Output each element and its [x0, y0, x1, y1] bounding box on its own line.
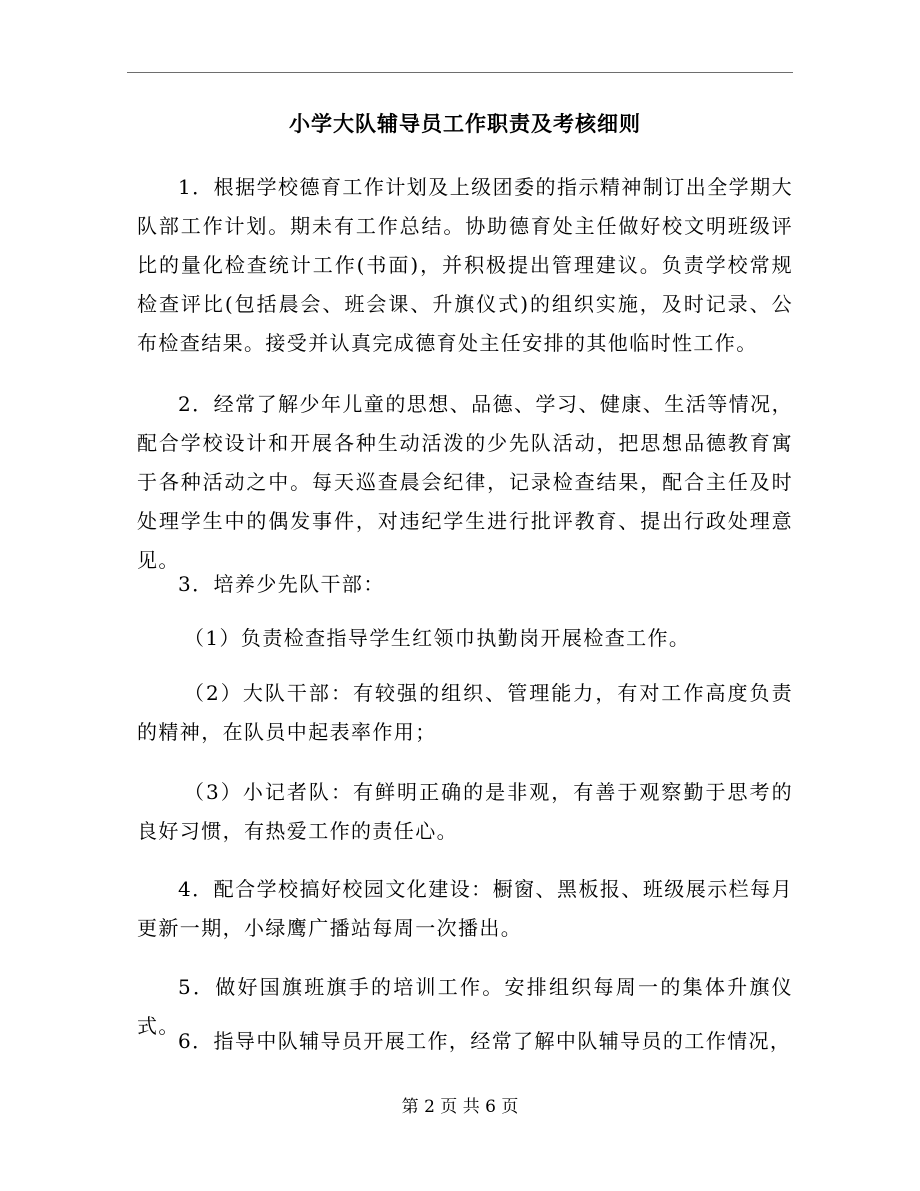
document-title: 小学大队辅导员工作职责及考核细则	[289, 111, 641, 136]
paragraph-3-item-3: （3）小记者队：有鲜明正确的是非观，有善于观察勤于思考的良好习惯，有热爱工作的责任心。	[137, 780, 793, 843]
paragraph-6: 6．指导中队辅导员开展工作，经常了解中队辅导员的工作情况，	[178, 1029, 792, 1053]
paragraph-3-item-1: （1）负责检查指导学生红领巾执勤岗开展检查工作。	[184, 626, 691, 650]
paragraph-3-item-2: （2）大队干部：有较强的组织、管理能力，有对工作高度负责的精神，在队员中起表率作用；	[137, 681, 793, 744]
paragraph-5: 5．做好国旗班旗手的培训工作。安排组织每周一的集体升旗仪式。	[137, 975, 793, 1038]
paragraph-4: 4．配合学校搞好校园文化建设：橱窗、黑板报、班级展示栏每月更新一期，小绿鹰广播站每周一次播出。	[137, 877, 793, 940]
page-number: 第 2 页 共 6 页	[401, 1097, 519, 1117]
header-rule	[127, 72, 793, 73]
paragraph-1: 1．根据学校德育工作计划及上级团委的指示精神制订出全学期大队部工作计划。期未有工作总结。协助德育处主任做好校文明班级评比的量化检查统计工作(书面)，并积极提出管理建议。负责学校常规检查评比(包括晨会、班会课、升旗仪式)的组织实施，及时记录、公布检查结果。接受并认真完成德育处主任安排的其他临时性工作。	[137, 175, 793, 355]
paragraph-3: 3．培养少先队干部：	[178, 572, 385, 596]
paragraph-2: 2．经常了解少年儿童的思想、品德、学习、健康、生活等情况，配合学校设计和开展各种生动活泼的少先队活动，把思想品德教育寓于各种活动之中。每天巡查晨会纪律，记录检查结果，配合主任及时处理学生中的偶发事件，对违纪学生进行批评教育、提出行政处理意见。	[137, 392, 793, 572]
